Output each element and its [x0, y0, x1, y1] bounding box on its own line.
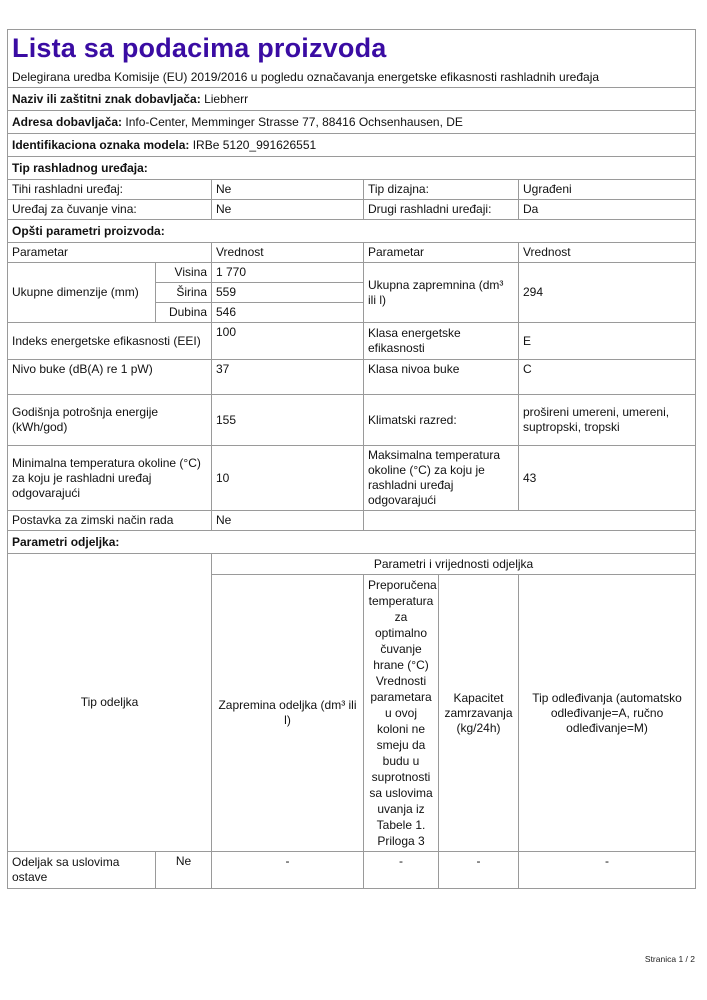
climate-class-label: Klimatski razred:: [364, 395, 519, 446]
type-section-title: Tip rashladnog uređaja:: [8, 157, 696, 180]
volume-label: Ukupna zapremnina (dm³ ili l): [364, 263, 519, 323]
table-row: [8, 852, 696, 889]
header-param-2: Parametar: [364, 243, 519, 263]
col-defrost-header: Tip odleđivanja (automatsko odleđivanje=A, ručno odleđivanje=M): [519, 575, 696, 852]
table-row: [8, 511, 696, 531]
col-freeze-header: Kapacitet zamrzavanja (kg/24h): [439, 575, 519, 852]
noise-class-label: Klasa nivoa buke: [364, 360, 519, 395]
compartment-section-title: Parametri odjeljka:: [8, 531, 696, 554]
energy-class-label: Klasa energetske efikasnosti: [364, 323, 519, 360]
depth-label: Dubina: [156, 303, 212, 323]
model-label: Identifikaciona oznaka modela:: [12, 137, 190, 152]
other-label: Drugi rashladni uređaji:: [364, 200, 519, 220]
compartment-temp: -: [364, 852, 439, 889]
table-row: [8, 446, 696, 511]
page-subtitle: Delegirana uredba Komisije (EU) 2019/2016 u pogledu označavanja energetske efikasnosti rashladnih uređaja: [12, 70, 600, 84]
depth-value: 546: [212, 303, 364, 323]
product-sheet: [7, 29, 695, 889]
table-row: [8, 323, 696, 360]
min-temp-label: Minimalna temperatura okoline (°C) za koju je rashladni uređaj odgovarajući: [8, 446, 212, 511]
noise-label: Nivo buke (dB(A) re 1 pW): [8, 360, 212, 395]
header-param-1: Parametar: [8, 243, 212, 263]
page-title: Lista sa podacima proizvoda: [12, 33, 387, 63]
wine-label: Uređaj za čuvanje vina:: [8, 200, 212, 220]
quiet-label: Tihi rashladni uređaj:: [8, 180, 212, 200]
group-header: Parametri i vrijednosti odjeljka: [212, 554, 696, 575]
max-temp-value: 43: [519, 446, 696, 511]
energy-class-value: E: [519, 323, 696, 360]
col-type-header: Tip odeljka: [8, 554, 212, 852]
design-label: Tip dizajna:: [364, 180, 519, 200]
address-value: Info-Center, Memminger Strasse 77, 88416 Ochsenhausen, DE: [125, 114, 463, 129]
dimensions-label: Ukupne dimenzije (mm): [8, 263, 156, 323]
compartment-flag: Ne: [156, 852, 212, 889]
quiet-value: Ne: [212, 180, 364, 200]
page-number: Stranica 1 / 2: [644, 954, 695, 964]
width-value: 559: [212, 283, 364, 303]
compartment-volume: -: [212, 852, 364, 889]
design-value: Ugrađeni: [519, 180, 696, 200]
min-temp-value: 10: [212, 446, 364, 511]
model-value: IRBe 5120_991626551: [192, 137, 317, 152]
eei-label: Indeks energetske efikasnosti (EEI): [8, 323, 212, 360]
annual-energy-value: 155: [212, 395, 364, 446]
wine-value: Ne: [212, 200, 364, 220]
noise-value: 37: [212, 360, 364, 395]
winter-value: Ne: [212, 511, 364, 531]
winter-label: Postavka za zimski način rada: [8, 511, 212, 531]
table-row: [8, 180, 696, 200]
other-value: Da: [519, 200, 696, 220]
title-cell: [8, 30, 696, 88]
compartment-freeze: -: [439, 852, 519, 889]
address-label: Adresa dobavljača:: [12, 114, 123, 129]
header-value-2: Vrednost: [519, 243, 696, 263]
col-volume-header: Zapremina odeljka (dm³ ili l): [212, 575, 364, 852]
general-section-title: Opšti parametri proizvoda:: [8, 220, 696, 243]
product-table: [7, 29, 696, 889]
winter-empty: [364, 511, 696, 531]
compartment-defrost: -: [519, 852, 696, 889]
width-label: Širina: [156, 283, 212, 303]
volume-value: 294: [519, 263, 696, 323]
supplier-label: Naziv ili zaštitni znak dobavljača:: [12, 91, 201, 106]
climate-class-value: prošireni umereni, umereni, suptropski, tropski: [519, 395, 696, 446]
table-header-row: [8, 243, 696, 263]
table-row: [8, 360, 696, 395]
eei-value: 100: [212, 323, 364, 360]
supplier-value: Liebherr: [204, 91, 249, 106]
table-row: [8, 200, 696, 220]
table-row: [8, 395, 696, 446]
max-temp-label: Maksimalna temperatura okoline (°C) za koju je rashladni uređaj odgovarajući: [364, 446, 519, 511]
height-label: Visina: [156, 263, 212, 283]
col-temp-header: Preporučena temperatura za optimalno čuvanje hrane (°C) Vrednosti parametara u ovoj koloni ne smeju da budu u suprotnosti sa uslovima uvanja iz Tabele 1. Priloga 3: [364, 575, 439, 852]
noise-class-value: C: [519, 360, 696, 395]
annual-energy-label: Godišnja potrošnja energije (kWh/god): [8, 395, 212, 446]
height-value: 1 770: [212, 263, 364, 283]
compartment-name: Odeljak sa uslovima ostave: [8, 852, 156, 889]
header-value-1: Vrednost: [212, 243, 364, 263]
